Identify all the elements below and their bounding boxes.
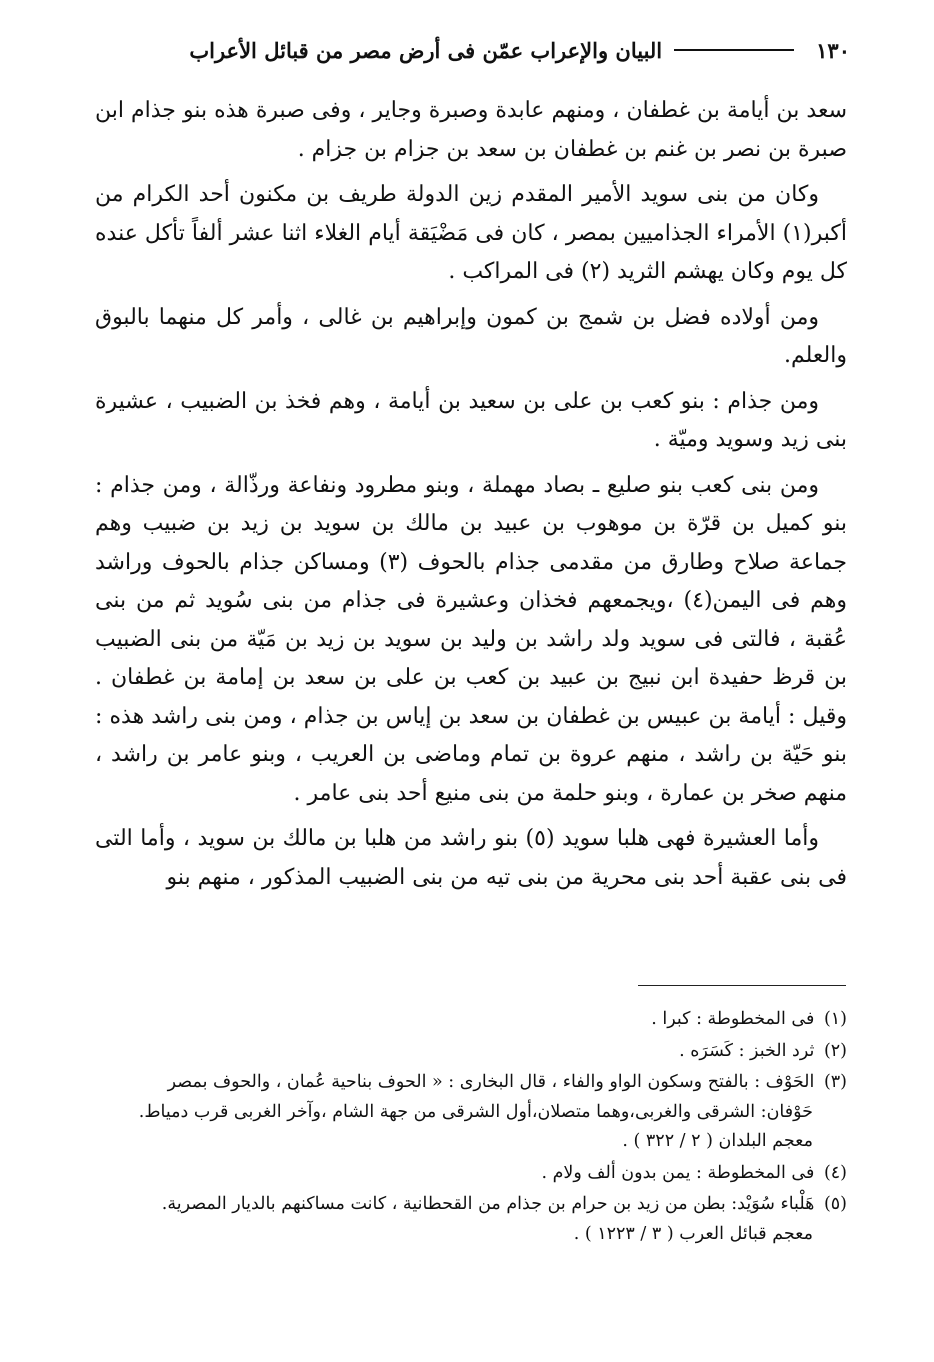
footnote-mark: (٤) [823, 1162, 847, 1183]
footnote-continuation: معجم قبائل العرب ( ٣ / ١٢٢٣ ) . [573, 1223, 813, 1244]
footnote [95, 1005, 847, 1035]
footnote-divider [638, 985, 846, 986]
footnote [95, 1190, 847, 1249]
footnote-text: ثرد الخبز : كَسَرَه . [679, 1040, 815, 1061]
footnote-continuation: حَوْفان: الشرقى والغربى،وهما متصلان،أول الشرقى من جهة الشام ،وآخر الغربى قرب دمياط. معجم البلدان ( ٢ / ٣٢٢ ) . [138, 1101, 813, 1151]
footnote-mark: (٢) [823, 1040, 847, 1061]
footnotes [95, 1005, 847, 1251]
paragraph: ومن أولاده فضل بن شمج بن كمون وإبراهيم بن غالى ، وأمر كل منهما بالبوق والعلم. [95, 304, 847, 368]
footnote [95, 1159, 847, 1189]
footnote-mark: (١) [823, 1009, 847, 1029]
paragraph: سعد بن أيامة بن غطفان ، ومنهم عابدة وصبرة وجاير ، وفى صبرة هذه بنو جذام ابن صبرة بن نصر بن غنم بن غطفان بن سعد بن جزام بن جزام . [95, 98, 847, 162]
footnote-mark: (٣) [823, 1072, 847, 1092]
main-text [95, 92, 847, 904]
paragraph: وأما العشيرة فهى هلبا سويد (٥) بنو راشد من هلبا بن مالك بن سويد ، وأما التى فى بنى عقبة أحد بنى محرية من بنى تيه من بنى الضبيب المذكور ، منهم بنو [95, 826, 847, 890]
footnote-text: فى المخطوطة : يمن بدون ألف ولام . [541, 1162, 815, 1183]
paragraph: ومن جذام : بنو كعب بن على بن سعيد بن أيامة ، وهم فخذ بن الضبيب ، عشيرة بنى زيد وسويد وميّة . [95, 388, 847, 452]
footnote-text: هَلْباء سُوَيْد: بطن من زيد بن حرام بن جذام من القحطانية ، كانت مساكنهم بالديار المصرية. [161, 1194, 815, 1214]
running-header [95, 30, 850, 70]
footnote-mark: (٥) [823, 1194, 847, 1214]
paragraph: وكان من بنى سويد الأمير المقدم زين الدولة طريف بن مكنون أحد الكرام من أكبر(١) الأمراء الجذاميين بمصر ، كان فى مَضْيَقة أيام الغلاء اثنا عشر ألفاً تأكل عنده كل يوم وكان يهشم الثريد (٢) فى المراكب . [95, 182, 847, 284]
running-title: البيان والإعراب عمّن فى أرض مصر من قبائل الأعراب [189, 37, 663, 63]
paragraph: ومن بنى كعب بنو صليع ـ بصاد مهملة ، وبنو مطرود ونفاعة ورذّالة ، ومن جذام : بنو كميل بن قرّة بن موهوب بن عبيد بن مالك بن سويد بن زيد بن ضبيب وهم جماعة صلاح وطارق من مقدمى جذام بالحوف (٣) ومساكن جذام بالحوف وراشد وهم فى اليمن(٤) ،ويجمعهم فخذان وعشيرة فى جذام من بنى سُويد ثم من بنى عُقبة ، فالتى فى سويد ولد راشد بن وليد بن سويد بن زيد بن مَيّة من بنى الضبيب بن قرظ حفيدة ابن نبيج بن عبيد بن كعب بن على بن سعد بن إمامة بن غطفان . وقيل : أيامة بن عبيس بن غطفان بن سعد بن إياس بن جذام ، ومن بنى راشد هذه : بنو حَيّة بن راشد ، منهم عروة بن تمام وماضى بن العريب ، وبنو عامر بن راشد ، منهم صخر بن عمارة ، وبنو حلمة من بنى منيع أحد بنى عامر . [95, 472, 847, 806]
footnote-text: الحَوْف : بالفتح وسكون الواو والفاء ، قال البخارى : « الحوف بناحية عُمان ، والحوف بمصر [167, 1072, 815, 1092]
footnote [95, 1037, 847, 1067]
page-number: ١٣٠ [816, 37, 850, 63]
footnote-text: فى المخطوطة : كبرا . [651, 1009, 815, 1029]
header-rule [674, 49, 794, 51]
footnote [95, 1068, 847, 1157]
